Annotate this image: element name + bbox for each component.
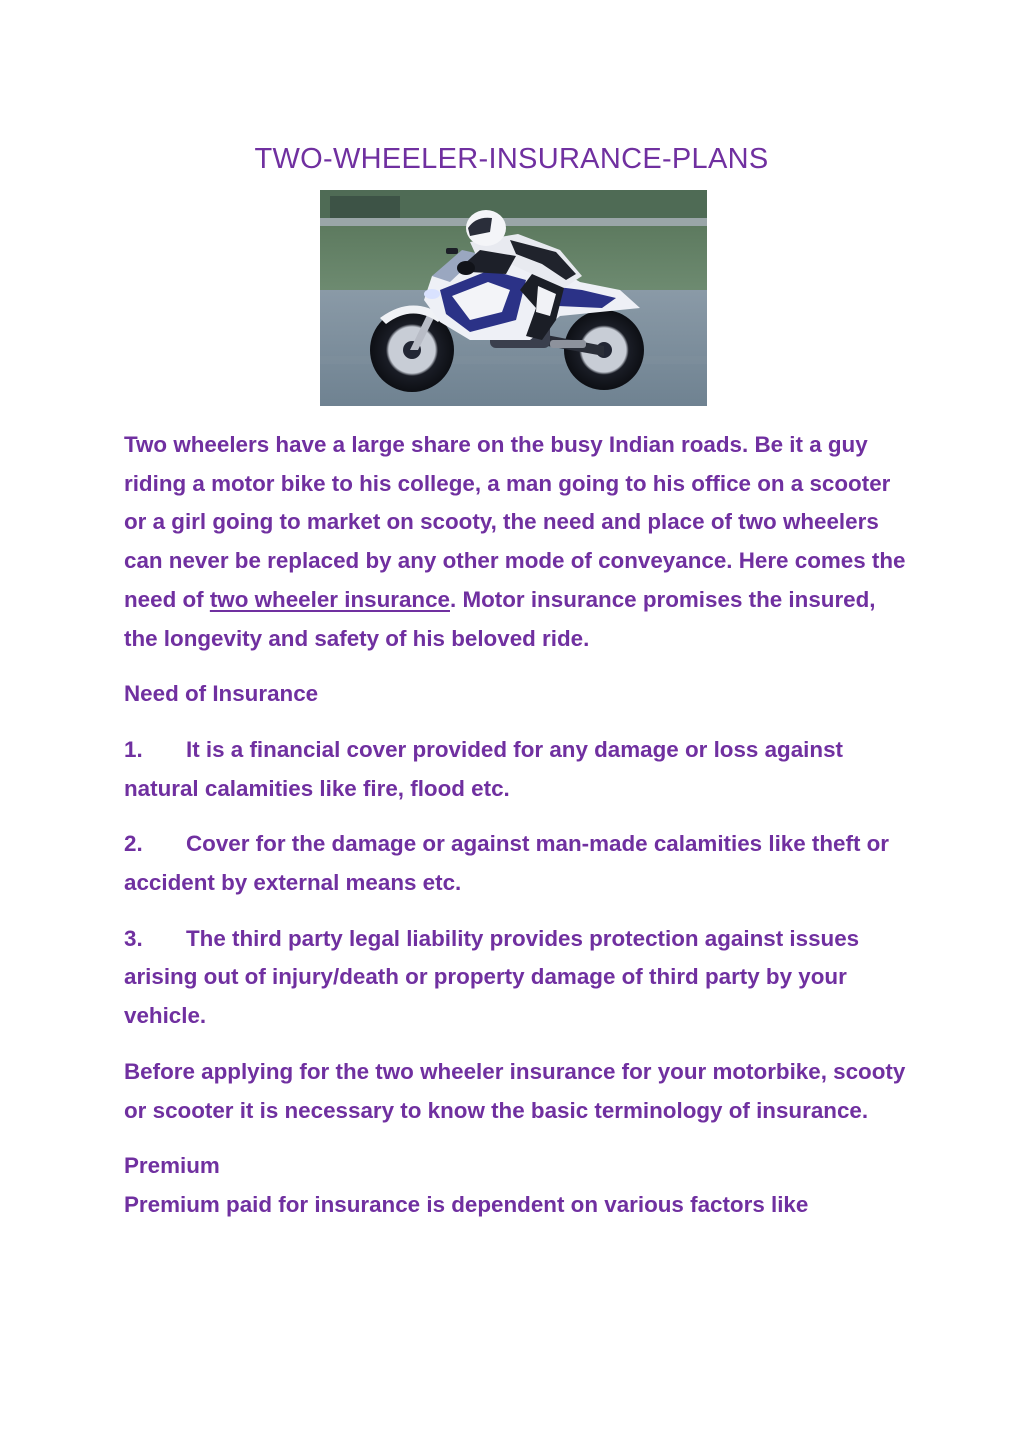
document-body <box>124 426 914 1242</box>
list-item-text: The third party legal liability provides protection against issues arising out of injury/death or property damage of third party by your vehicle. <box>124 925 860 1029</box>
premium-text: Premium paid for insurance is dependent on various factors like <box>124 1191 809 1217</box>
list-item-text: Cover for the damage or against man-made calamities like theft or accident by external means etc. <box>124 831 890 896</box>
intro-text-after-link: . Motor insurance promises the insured, the longevity and safety of his beloved ride. <box>124 586 876 651</box>
need-heading: Need of Insurance <box>124 681 319 707</box>
list-item-3 <box>124 920 914 1036</box>
premium-heading: Premium <box>124 1153 220 1179</box>
list-item-1 <box>124 731 914 808</box>
list-item-2 <box>124 825 914 902</box>
motorcycle-photo <box>320 190 707 406</box>
intro-text-before-link: Two wheelers have a large share on the busy Indian roads. Be it a guy riding a motor bike to his college, a man going to his office on a scooter or a girl going to market on scooty, the need and place of two wheelers can never be replaced by any other mode of conveyance. Here comes the need of <box>124 432 906 612</box>
terminology-paragraph: Before applying for the two wheeler insurance for your motorbike, scooty or scooter it is necessary to know the basic terminology of insurance. <box>124 1058 906 1123</box>
page-title: TWO-WHEELER-INSURANCE-PLANS <box>254 143 769 176</box>
two-wheeler-insurance-link[interactable]: two wheeler insurance <box>209 586 450 612</box>
list-item-number: 3. <box>124 925 143 951</box>
intro-paragraph <box>124 426 914 658</box>
list-item-number: 2. <box>124 831 143 857</box>
list-item-text: It is a financial cover provided for any damage or loss against natural calamities like fire, flood etc. <box>124 736 843 801</box>
list-item-number: 1. <box>124 736 143 762</box>
